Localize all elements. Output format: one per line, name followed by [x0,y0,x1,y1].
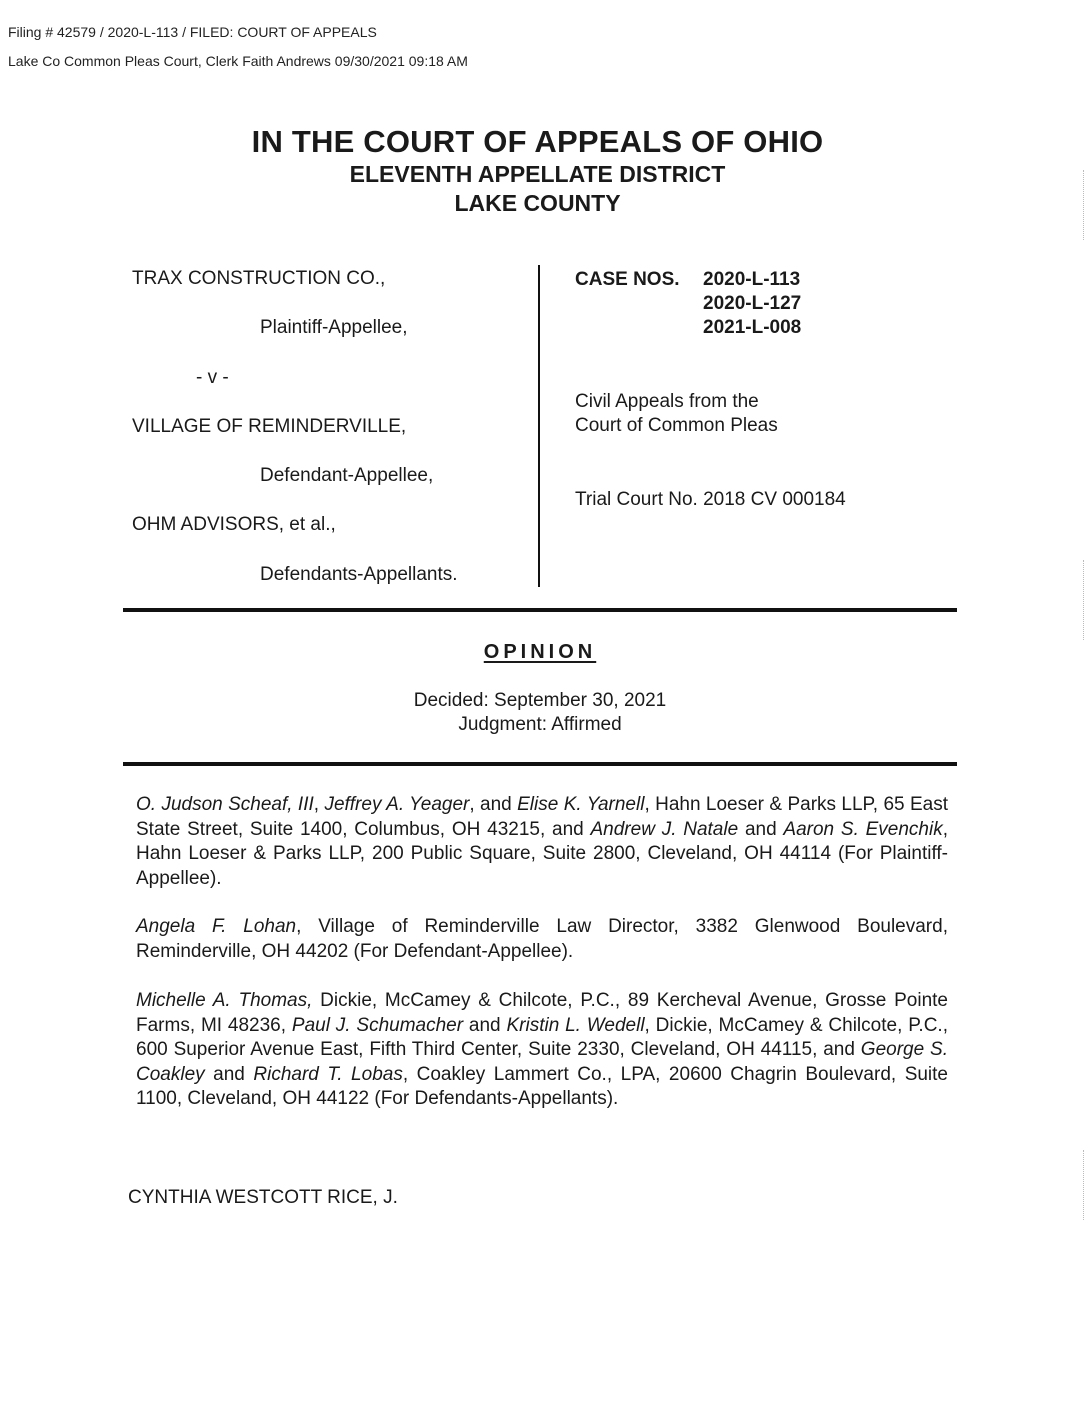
counsel-name: Andrew J. Natale [590,818,739,840]
plaintiff-role: Plaintiff-Appellee, [260,317,408,338]
case-number: 2021-L-008 [703,317,802,338]
counsel-text: and [204,1063,254,1085]
counsel-text: , [313,794,325,815]
counsel-plaintiff [136,793,948,891]
counsel-name: Jeffrey A. Yeager [324,794,470,815]
defendants-role: Defendants-Appellants. [260,564,458,585]
counsel-name: Elise K. Yarnell [517,794,645,815]
case-numbers-label: CASE NOS. [575,269,680,290]
scan-edge-mark [1083,560,1085,640]
filing-stamp-line2: Lake Co Common Pleas Court, Clerk Faith Andrews 09/30/2021 09:18 AM [8,53,468,69]
counsel-text: , Coakley Lammert Co., LPA, 20600 Chagrin Boulevard, Suite 1100, Cleveland, OH 44122 (For Defendants-Appellants). [136,1063,948,1109]
counsel-name: Angela F. Lohan [136,916,297,937]
filing-stamp-line1: Filing # 42579 / 2020-L-113 / FILED: COURT OF APPEALS [8,24,377,40]
appeal-line1: Civil Appeals from the [575,391,759,412]
counsel-text: Dickie, McCamey & Chilcote, P.C., 89 Kercheval Avenue, Grosse Pointe Farms, MI 48236, [136,990,948,1036]
counsel-text: , Hahn Loeser & Parks LLP, 200 Public Square, Suite 2800, Cleveland, OH 44114 (For Plaintiff-Appellee). [136,818,948,889]
top-rule [123,608,957,612]
counsel-name: George S. Coakley [136,1039,948,1085]
versus: - v - [196,367,229,388]
county-title: LAKE COUNTY [454,190,621,216]
plaintiff-name: TRAX CONSTRUCTION CO., [132,268,386,289]
counsel-name: Aaron S. Evenchik [783,818,943,840]
decided-date: Decided: September 30, 2021 [413,690,667,711]
defendants-name: OHM ADVISORS, et al., [132,514,336,535]
case-number: 2020-L-113 [703,269,801,290]
counsel-text: , Village of Reminderville Law Director, 3382 Glenwood Boulevard, Reminderville, OH 44202 (For Defendant-Appellee). [136,916,948,962]
counsel-name: Michelle A. Thomas, [136,990,313,1011]
counsel-text: , and [469,794,518,815]
counsel-defendant [136,915,948,964]
judgment: Judgment: Affirmed [458,714,622,735]
scan-edge-mark [1083,1150,1085,1220]
counsel-name: Paul J. Schumacher [291,1014,464,1036]
counsel-name: Richard T. Lobas [253,1063,403,1085]
caption-divider [538,265,540,587]
counsel-text: , Hahn Loeser & Parks LLP, 65 East State Street, Suite 1400, Columbus, OH 43215, and [136,794,948,840]
scan-edge-mark [1083,170,1085,240]
case-numbers [575,268,801,340]
counsel-name: Kristin L. Wedell [506,1014,645,1036]
counsel-text: and [738,818,784,840]
authoring-judge: CYNTHIA WESTCOTT RICE, J. [128,1187,398,1208]
appeal-source [575,390,778,438]
court-title: IN THE COURT OF APPEALS OF OHIO [251,124,824,159]
case-number: 2020-L-127 [703,293,802,314]
district-title: ELEVENTH APPELLATE DISTRICT [349,161,726,187]
counsel-text: and [463,1014,507,1036]
appeal-line2: Court of Common Pleas [575,415,778,436]
counsel-appellants [136,989,948,1112]
defendant-role: Defendant-Appellee, [260,465,434,486]
trial-court-number: Trial Court No. 2018 CV 000184 [575,489,846,510]
defendant-name: VILLAGE OF REMINDERVILLE, [132,416,407,437]
counsel-name: O. Judson Scheaf, III [136,794,314,815]
counsel-text: , Dickie, McCamey & Chilcote, P.C., 600 Superior Avenue East, Fifth Third Center, Suite 2330, Cleveland, OH 44115, and [136,1014,948,1060]
opinion-title: OPINION [483,641,597,663]
bottom-rule [123,762,957,766]
